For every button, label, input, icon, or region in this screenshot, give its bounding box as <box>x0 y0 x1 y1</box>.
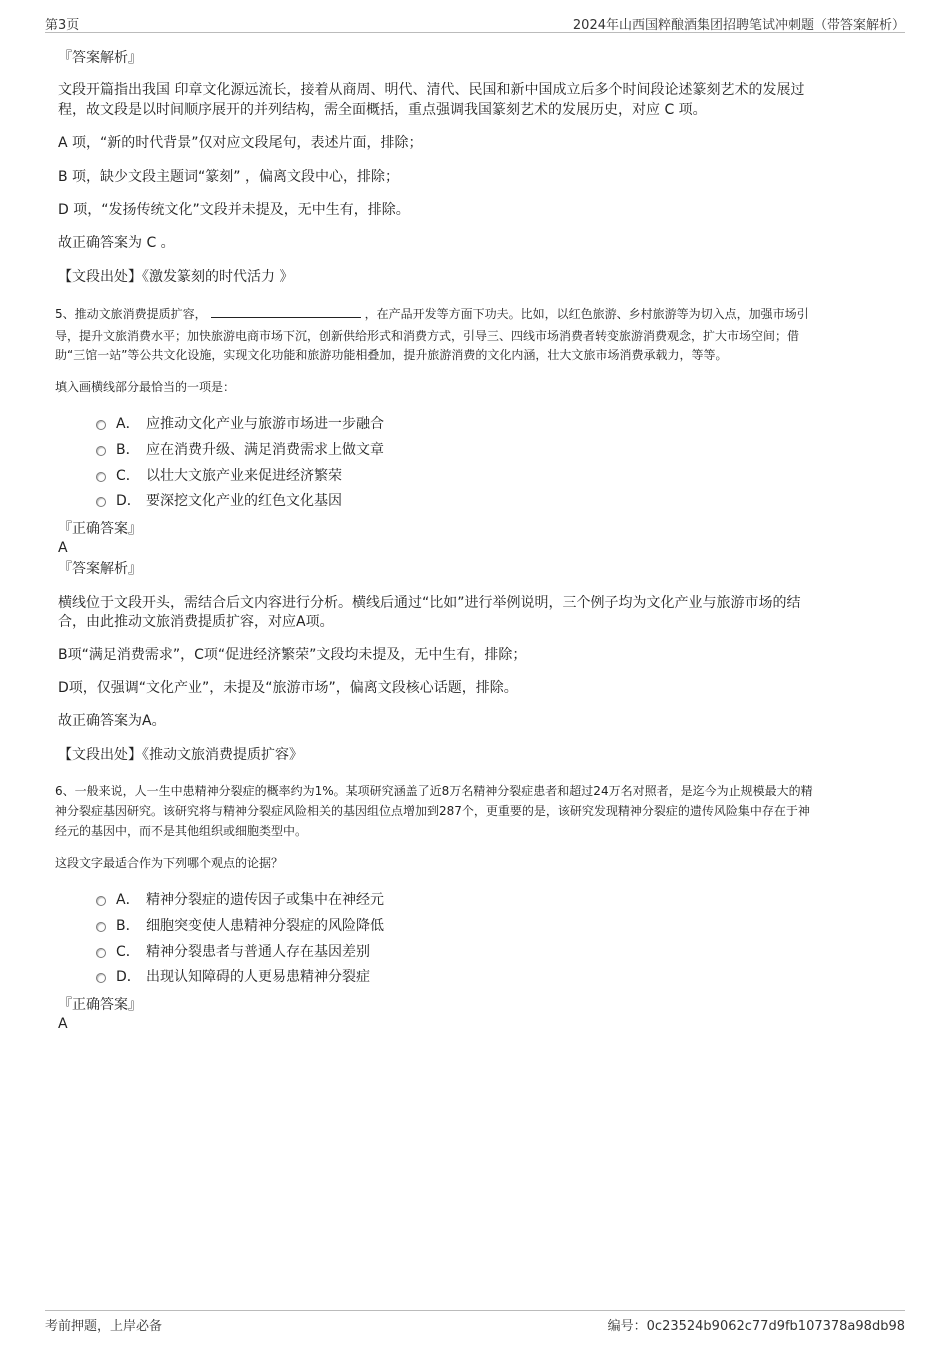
q5-option-a[interactable]: A． 应推动文化产业与旅游市场进一步融合 <box>96 414 384 434</box>
q5-option-d[interactable]: D． 要深挖文化产业的红色文化基因 <box>96 491 342 511</box>
question-5-line: 导，提升文旅消费水平；加快旅游电商市场下沉，创新供给形式和消费方式，引导三、四线市场消费者转变旅游消费观念，扩大市场空间；借 <box>55 329 800 343</box>
analysis-text-line: 横线位于文段开头，需结合后文内容进行分析。横线后通过“比如”进行举例说明，三个例子均为文化产业与旅游市场的结 <box>58 595 801 611</box>
analysis-conclusion: 故正确答案为A。 <box>58 713 166 729</box>
radio-button[interactable] <box>96 973 106 983</box>
question-6-line: 经元的基因中，而不是其他组织或细胞类型中。 <box>55 824 308 838</box>
page-header <box>45 12 905 33</box>
q6-option-a[interactable]: A． 精神分裂症的遗传因子或集中在神经元 <box>96 890 384 910</box>
analysis-option-a: A 项，“新的时代背景”仅对应文段尾句，表述片面，排除； <box>58 135 423 151</box>
question-6-line: 神分裂症基因研究。该研究将与精神分裂症风险相关的基因组位点增加到287个，更重要的是，该研究发现精神分裂症的遗传风险集中存在于神 <box>55 804 810 818</box>
question-5-text: 5、推动文旅消费提质扩容， <box>55 307 207 321</box>
analysis-text-line: 合，由此推动文旅消费提质扩容，对应A项。 <box>58 614 334 630</box>
question-6-line: 6、一般来说，人一生中患精神分裂症的概率约为1%。某项研究涵盖了近8万名精神分裂症患者和超过24万名对照者，是迄今为止规模最大的精 <box>55 784 813 798</box>
question-5-text: ，在产品开发等方面下功夫。比如，以红色旅游、乡村旅游等为切入点，加强市场引 <box>364 307 809 321</box>
analysis-conclusion: 故正确答案为 C 。 <box>58 235 175 251</box>
analysis-option-b: B 项，缺少文段主题词“篆刻” ，偏离文段中心，排除； <box>58 169 400 185</box>
source-citation: 【文段出处】《激发篆刻的时代活力 》 <box>58 269 294 285</box>
page-number: 第3页 <box>45 18 80 33</box>
document-code: 编号：0c23524b9062c77d9fb107378a98db98 <box>607 1319 905 1334</box>
analysis-option-d: D项，仅强调“文化产业”，未提及“旅游市场”，偏离文段核心话题，排除。 <box>58 680 518 696</box>
question-6-prompt: 这段文字最适合作为下列哪个观点的论据？ <box>55 856 284 870</box>
radio-button[interactable] <box>96 497 106 507</box>
q5-option-b[interactable]: B． 应在消费升级、满足消费需求上做文章 <box>96 440 384 460</box>
correct-answer-heading: 『正确答案』 <box>58 521 142 537</box>
q6-option-d[interactable]: D． 出现认知障碍的人更易患精神分裂症 <box>96 967 370 987</box>
footer-slogan: 考前押题，上岸必备 <box>45 1319 163 1334</box>
analysis-option-bc: B项“满足消费需求”，C项“促进经济繁荣”文段均未提及，无中生有，排除； <box>58 647 527 663</box>
radio-button[interactable] <box>96 472 106 482</box>
question-5-line: 助“三馆一站”等公共文化设施，实现文化功能和旅游功能相叠加，提升旅游消费的文化内涵，壮大文旅市场消费承载力，等等。 <box>55 348 728 362</box>
radio-button[interactable] <box>96 922 106 932</box>
correct-answer: A <box>58 540 68 556</box>
analysis-option-d: D 项，“发扬传统文化”文段并未提及，无中生有，排除。 <box>58 202 410 218</box>
correct-answer-heading: 『正确答案』 <box>58 997 142 1013</box>
question-5-line <box>55 303 809 325</box>
radio-button[interactable] <box>96 948 106 958</box>
document-title: 2024年山西国粹酿酒集团招聘笔试冲刺题（带答案解析） <box>572 18 905 33</box>
analysis-heading: 『答案解析』 <box>58 50 142 66</box>
radio-button[interactable] <box>96 420 106 430</box>
radio-button[interactable] <box>96 446 106 456</box>
fill-blank <box>211 305 361 318</box>
q6-option-c[interactable]: C． 精神分裂患者与普通人存在基因差别 <box>96 942 370 962</box>
question-5-prompt: 填入画横线部分最恰当的一项是： <box>55 380 236 394</box>
analysis-text-line: 程，故文段是以时间顺序展开的并列结构，需全面概括，重点强调我国篆刻艺术的发展历史，对应 C 项。 <box>58 102 707 118</box>
analysis-text-line: 文段开篇指出我国 印章文化源远流长，接着从商周、明代、清代、民国和新中国成立后多个时间段论述篆刻艺术的发展过 <box>58 82 805 98</box>
radio-button[interactable] <box>96 896 106 906</box>
analysis-heading: 『答案解析』 <box>58 561 142 577</box>
q5-option-c[interactable]: C． 以壮大文旅产业来促进经济繁荣 <box>96 466 342 486</box>
correct-answer: A <box>58 1016 68 1032</box>
source-citation: 【文段出处】《推动文旅消费提质扩容》 <box>58 747 303 763</box>
q6-option-b[interactable]: B． 细胞突变使人患精神分裂症的风险降低 <box>96 916 384 936</box>
page-footer <box>45 1310 905 1335</box>
